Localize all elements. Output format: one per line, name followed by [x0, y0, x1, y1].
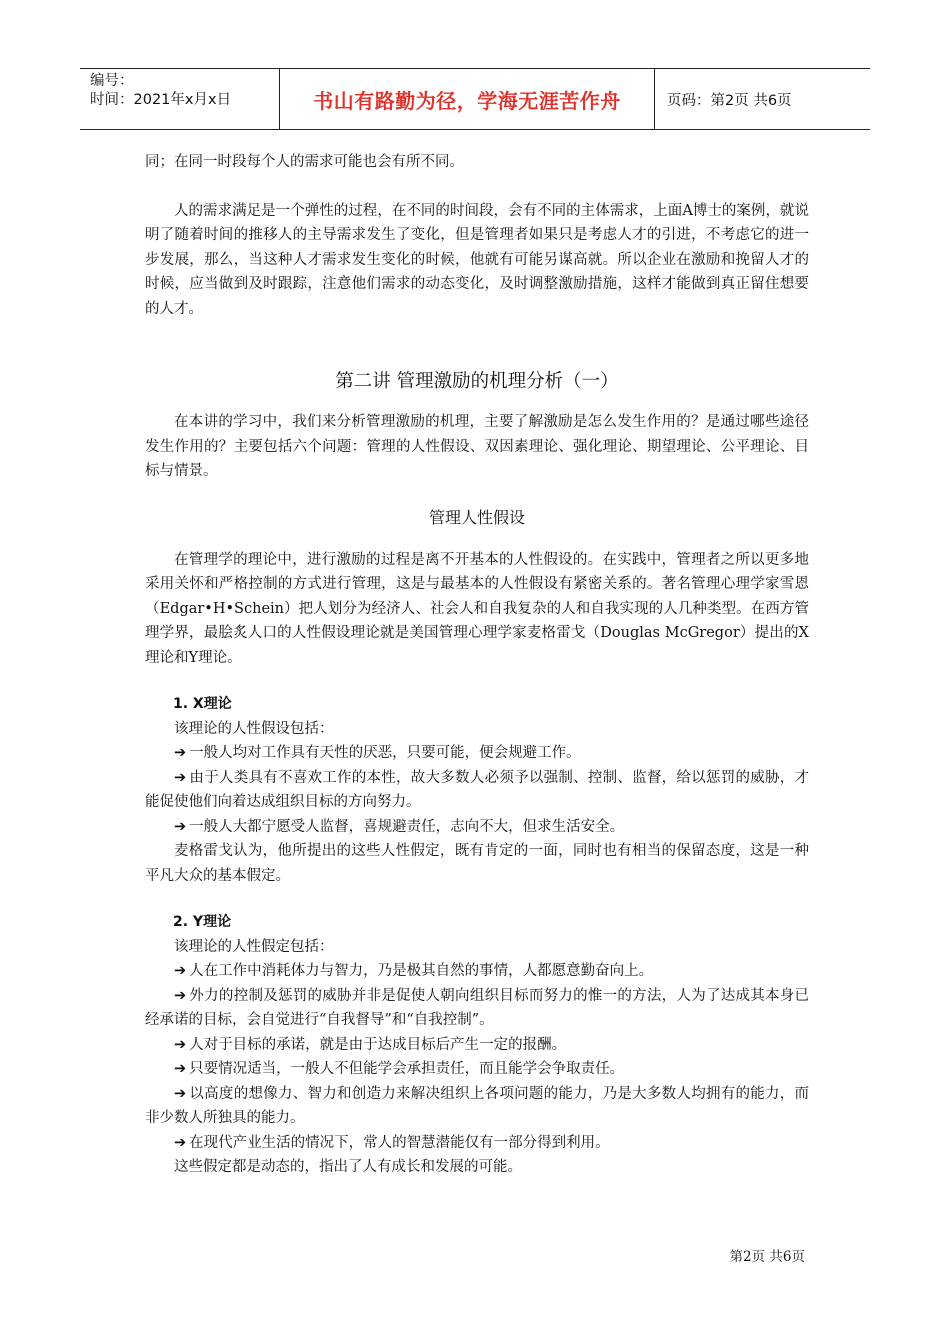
- header-meta: [80, 69, 280, 129]
- list-item: [145, 1082, 809, 1131]
- document-body: [145, 150, 809, 1180]
- list-item: [145, 815, 809, 840]
- list-item-text: 一般人大都宁愿受人监督，喜规避责任，志向不大，但求生活安全。: [189, 818, 625, 835]
- document-number-label: 编号：: [90, 73, 134, 89]
- header-page-info: 页码：第2页 共6页: [667, 92, 792, 109]
- list-item-text: 人对于目标的承诺，就是由于达成目标后产生一定的报酬。: [189, 1036, 567, 1053]
- list-item-text: 一般人均对工作具有天性的厌恶，只要可能，便会规避工作。: [189, 745, 581, 761]
- list-item: [145, 766, 809, 815]
- arrow-icon: ➔: [174, 963, 187, 979]
- body-paragraph: 人的需求满足是一个弹性的过程，在不同的时间段，会有不同的主体需求，上面A博士的案例，就说明了随着时间的推移人的主导需求发生了变化，但是管理者如果只是考虑人才的引进，不考虑它的进一步发展，那么，当这种人才需求发生变化的时候，他就有可能另谋高就。所以企业在激励和挽留人才的时候，应当做到及时跟踪，注意他们需求的动态变化，及时调整激励措施，这样才能做到真正留住想要的人才。: [145, 202, 809, 317]
- list-item: [145, 741, 809, 766]
- section-paragraph: 在管理学的理论中，进行激励的过程是离不开基本的人性假设的。在实践中，管理者之所以更多地采用关怀和严格控制的方式进行管理，这是与最基本的人性假设有紧密关系的。著名管理心理学家雪恩（Edgar•H•Schein）把人划分为经济人、社会人和自我复杂的人和自我实现的人几种类型。在西方管理学界，最脍炙人口的人性假设理论就是美国管理心理学家麦格雷戈（Douglas McGregor）提出的X理论和Y理论。: [145, 551, 809, 666]
- arrow-icon: ➔: [174, 769, 187, 786]
- list-item: [145, 959, 809, 984]
- theory-x-heading: 1. X理论: [173, 696, 232, 712]
- list-item-text: 人在工作中消耗体力与智力，乃是极其自然的事情，人都愿意勤奋向上。: [189, 963, 654, 979]
- arrow-icon: ➔: [174, 1085, 187, 1102]
- list-item-text: 以高度的想像力、智力和创造力来解决组织上各项问题的能力，乃是大多数人均拥有的能力，而非少数人所独具的能力。: [145, 1085, 809, 1126]
- header-motto: 书山有路勤为径，学海无涯苦作舟: [280, 69, 655, 129]
- arrow-icon: ➔: [174, 1036, 187, 1053]
- arrow-icon: ➔: [174, 987, 187, 1004]
- list-item: [145, 984, 809, 1033]
- arrow-icon: ➔: [174, 818, 187, 835]
- list-item-text: 由于人类具有不喜欢工作的本性，故大多数人必须予以强制、控制、监督，给以惩罚的威胁，才能促使他们向着达成组织目标的方向努力。: [145, 769, 809, 810]
- lecture-intro-paragraph: 在本讲的学习中，我们来分析管理激励的机理，主要了解激励是怎么发生作用的？是通过哪些途径发生作用的？主要包括六个问题：管理的人性假设、双因素理论、强化理论、期望理论、公平理论、目标与情景。: [145, 414, 809, 479]
- theory-y-lead: 该理论的人性假定包括：: [174, 938, 334, 955]
- theory-x-conclusion: 麦格雷戈认为，他所提出的这些人性假定，既有肯定的一面，同时也有相当的保留态度，这是一种平凡大众的基本假定。: [145, 843, 809, 884]
- arrow-icon: ➔: [174, 745, 187, 761]
- continued-paragraph: 同；在同一时段每个人的需求可能也会有所不同。: [145, 154, 464, 170]
- arrow-icon: ➔: [174, 1061, 187, 1077]
- theory-y-heading: 2. Y理论: [173, 914, 232, 930]
- page-header: [80, 68, 870, 130]
- section-title: 管理人性假设: [428, 507, 525, 527]
- theory-y-conclusion: 这些假定都是动态的，指出了人有成长和发展的可能。: [174, 1159, 522, 1175]
- theory-x-lead: 该理论的人性假设包括：: [174, 720, 334, 737]
- arrow-icon: ➔: [174, 1134, 187, 1151]
- list-item-text: 外力的控制及惩罚的威胁并非是促使人朝向组织目标而努力的惟一的方法，人为了达成其本身已经承诺的目标，会自觉进行“自我督导”和“自我控制”。: [145, 987, 809, 1028]
- lecture-title: 第二讲 管理激励的机理分析（一）: [335, 371, 619, 392]
- list-item-text: 在现代产业生活的情况下，常人的智慧潜能仅有一部分得到利用。: [189, 1134, 610, 1151]
- list-item: [145, 1131, 809, 1156]
- list-item: [145, 1057, 809, 1082]
- list-item: [145, 1033, 809, 1058]
- page-footer: 第2页 共6页: [729, 1249, 805, 1265]
- document-date: 时间：2021年x月x日: [90, 92, 232, 108]
- list-item-text: 只要情况适当，一般人不但能学会承担责任，而且能学会争取责任。: [189, 1061, 625, 1077]
